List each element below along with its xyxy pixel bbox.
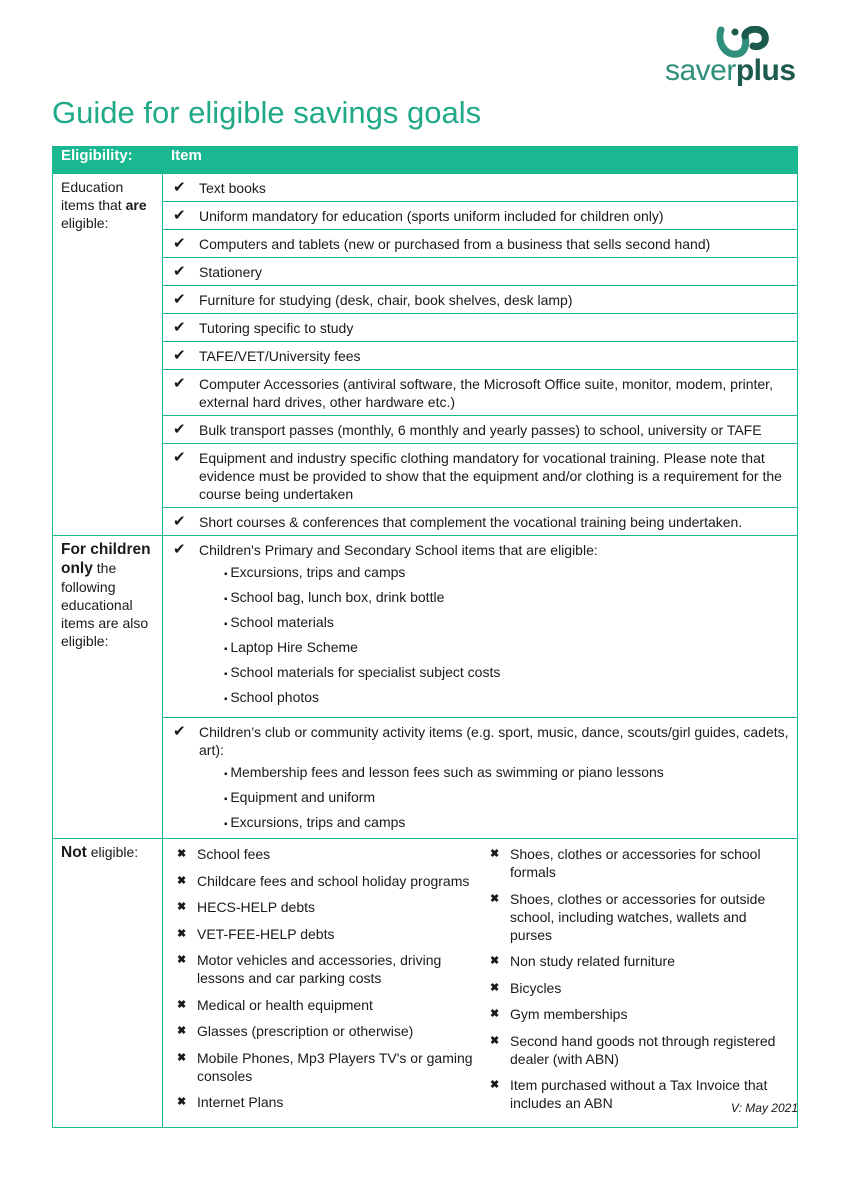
- bullet-text: School materials for specialist subject costs: [230, 664, 501, 680]
- item-wrap: [171, 207, 789, 225]
- not-eligible-item: [490, 890, 789, 944]
- bullet-text: Laptop Hire Scheme: [230, 639, 358, 655]
- label-text: Education items that: [61, 179, 126, 213]
- bullet-icon: ▪: [224, 794, 231, 805]
- item-wrap: [171, 513, 789, 531]
- item-wrap: [171, 375, 789, 411]
- header-eligibility: Eligibility:: [53, 147, 163, 174]
- not-eligible-item: [177, 925, 476, 943]
- cross-icon: ✖: [177, 927, 187, 940]
- logo-wordmark: saverplus: [665, 54, 796, 87]
- table-row: [53, 536, 798, 718]
- not-eligible-item: [177, 1093, 476, 1111]
- item-cell: [163, 508, 798, 536]
- bullet-icon: ▪: [224, 669, 231, 680]
- not-eligible-item: [177, 845, 476, 863]
- check-icon: ✔: [173, 347, 186, 364]
- item-cell: [163, 230, 798, 258]
- cross-icon: ✖: [177, 848, 187, 860]
- not-eligible-item: [177, 996, 476, 1014]
- bullet-item: [224, 763, 789, 784]
- label-text: the following educational items are also eligible:: [61, 560, 149, 649]
- not-eligible-item: [177, 951, 476, 987]
- item-cell: [163, 174, 798, 202]
- eligible-label-cell: [53, 174, 163, 536]
- item-text: Short courses & conferences that complement the vocational training being undertaken.: [199, 514, 743, 530]
- table-row: [53, 416, 798, 444]
- item-text: Mobile Phones, Mp3 Players TV's or gaming consoles: [197, 1049, 473, 1084]
- not-eligible-item: [490, 1005, 789, 1023]
- table-body: [53, 174, 798, 1128]
- item-text: HECS-HELP debts: [197, 899, 316, 915]
- item-text: Computers and tablets (new or purchased from a business that sells second hand): [199, 236, 711, 252]
- label-bold: For children only: [61, 541, 151, 577]
- item-cell: [163, 718, 798, 839]
- item-cell: [163, 416, 798, 444]
- not-eligible-cell: [163, 839, 798, 1128]
- item-cell: [163, 370, 798, 416]
- bullet-text: Equipment and uniform: [230, 789, 376, 805]
- item-text: Bicycles: [510, 979, 562, 996]
- bullet-icon: ▪: [224, 619, 231, 630]
- item-text: Equipment and industry specific clothing mandatory for vocational training. Please note that evidence must be provided to show that the equipment and/or clothing is a requirement for the course being undertaken: [199, 450, 782, 502]
- bullet-item: [224, 813, 789, 834]
- check-icon: ✔: [173, 723, 186, 740]
- item-wrap: [171, 319, 789, 337]
- cross-icon: ✖: [490, 1034, 500, 1047]
- bullet-icon: ▪: [224, 694, 231, 705]
- cross-icon: ✖: [490, 955, 500, 967]
- page-title: Guide for eligible savings goals: [52, 95, 482, 130]
- not-eligible-item: [490, 979, 789, 997]
- item-text: Text books: [199, 180, 266, 196]
- item-text: Furniture for studying (desk, chair, book shelves, desk lamp): [199, 292, 573, 308]
- table-row: [53, 314, 798, 342]
- children-label-cell: [53, 536, 163, 839]
- item-text: Medical or health equipment: [197, 996, 373, 1013]
- item-wrap: [171, 179, 789, 197]
- item-text: Internet Plans: [197, 1094, 284, 1110]
- item-text: Shoes, clothes or accessories for school formals: [510, 846, 761, 880]
- label-text: eligible:: [86, 844, 139, 860]
- check-icon: ✔: [173, 421, 186, 438]
- table-row: [53, 286, 798, 314]
- item-text: VET-FEE-HELP debts: [197, 925, 335, 942]
- check-icon: ✔: [173, 291, 186, 308]
- bullet-list: [224, 763, 789, 834]
- check-icon: ✔: [173, 449, 186, 466]
- cross-icon: ✖: [177, 1096, 187, 1108]
- bullet-item: [224, 613, 789, 634]
- bullet-text: Membership fees and lesson fees such as swimming or piano lessons: [230, 764, 664, 780]
- check-icon: ✔: [173, 319, 186, 336]
- not-eligible-item: [490, 952, 789, 970]
- item-cell: [163, 258, 798, 286]
- bullet-icon: ▪: [224, 819, 231, 830]
- bullet-icon: ▪: [224, 644, 231, 655]
- item-cell: [163, 314, 798, 342]
- version-label: V: May 2021: [730, 1101, 798, 1115]
- item-text: Uniform mandatory for education (sports uniform included for children only): [199, 208, 664, 224]
- check-icon: ✔: [173, 541, 186, 558]
- not-eligible-column: [476, 845, 789, 1121]
- check-icon: ✔: [173, 513, 186, 530]
- not-eligible-item: [490, 1032, 789, 1068]
- cross-icon: ✖: [490, 1079, 500, 1091]
- item-text: Shoes, clothes or accessories for outside school, including watches, wallets and purses: [510, 890, 766, 943]
- not-eligible-item: [490, 845, 789, 881]
- item-text: Bulk transport passes (monthly, 6 monthly and yearly passes) to school, university or TAFE: [199, 422, 762, 438]
- item-wrap: [171, 263, 789, 281]
- table-header-row: [53, 147, 798, 174]
- item-text: Children’s club or community activity items (e.g. sport, music, dance, scouts/girl guides, cadets, art):: [199, 724, 789, 758]
- cross-icon: ✖: [490, 892, 500, 905]
- check-icon: ✔: [173, 179, 186, 196]
- header-item: Item: [163, 147, 798, 174]
- bullet-item: [224, 638, 789, 659]
- label-text: eligible:: [61, 215, 109, 231]
- label-bold: Not: [61, 844, 87, 861]
- item-wrap: [171, 449, 789, 503]
- bullet-text: School materials: [230, 614, 334, 630]
- bullet-text: School photos: [230, 689, 320, 705]
- not-eligible-label-cell: [53, 839, 163, 1128]
- item-text: Motor vehicles and accessories, driving lessons and car parking costs: [197, 952, 442, 986]
- item-text: Stationery: [199, 264, 263, 280]
- cross-icon: ✖: [177, 998, 187, 1011]
- item-cell: [163, 342, 798, 370]
- table-row: [53, 444, 798, 508]
- table-row: [53, 258, 798, 286]
- cross-icon: ✖: [490, 981, 500, 994]
- not-eligible-item: [177, 1022, 476, 1040]
- not-eligible-item: [177, 1049, 476, 1085]
- item-text: Childcare fees and school holiday programs: [197, 872, 470, 889]
- item-text: Tutoring specific to study: [199, 320, 354, 336]
- eligibility-table: [52, 146, 798, 1128]
- item-text: Children's Primary and Secondary School items that are eligible:: [199, 542, 598, 558]
- table-row: [53, 370, 798, 416]
- item-wrap: [171, 235, 789, 253]
- bullet-item: [224, 788, 789, 809]
- item-text: School fees: [197, 846, 271, 862]
- bullet-item: [224, 563, 789, 584]
- item-cell: [163, 536, 798, 718]
- item-wrap: [171, 291, 789, 309]
- cross-icon: ✖: [177, 901, 187, 913]
- item-wrap: [171, 347, 789, 365]
- item-text: Computer Accessories (antiviral software, the Microsoft Office suite, monitor, modem, printer, external hard drives, other hardware etc.): [199, 376, 773, 410]
- table-row: [53, 508, 798, 536]
- item-wrap: [171, 723, 789, 838]
- cross-icon: ✖: [177, 954, 187, 966]
- not-eligible-columns: [163, 839, 797, 1127]
- table-row: [53, 718, 798, 839]
- bullet-item: [224, 688, 789, 709]
- check-icon: ✔: [173, 375, 186, 392]
- item-text: Glasses (prescription or otherwise): [197, 1023, 414, 1039]
- item-cell: [163, 286, 798, 314]
- bullet-text: School bag, lunch box, drink bottle: [230, 589, 445, 605]
- table-row: [53, 174, 798, 202]
- bullet-icon: ▪: [224, 569, 231, 580]
- bullet-item: [224, 588, 789, 609]
- cross-icon: ✖: [177, 1051, 187, 1064]
- saverplus-logo: [665, 26, 800, 92]
- not-eligible-item: [177, 898, 476, 916]
- cross-icon: ✖: [490, 1008, 500, 1020]
- not-eligible-item: [177, 872, 476, 890]
- item-wrap: [171, 541, 789, 713]
- item-cell: [163, 202, 798, 230]
- table-row: [53, 342, 798, 370]
- item-text: Non study related furniture: [510, 953, 675, 969]
- cross-icon: ✖: [177, 1025, 187, 1037]
- bullet-text: Excursions, trips and camps: [230, 564, 406, 580]
- table-row: [53, 202, 798, 230]
- item-text: TAFE/VET/University fees: [199, 348, 361, 364]
- bullet-list: [224, 563, 789, 709]
- bullet-icon: ▪: [224, 594, 231, 605]
- cross-icon: ✖: [177, 874, 187, 887]
- bullet-text: Excursions, trips and camps: [230, 814, 406, 830]
- bullet-icon: ▪: [224, 769, 231, 780]
- item-body: [199, 541, 789, 713]
- bullet-item: [224, 663, 789, 684]
- item-wrap: [171, 421, 789, 439]
- label-bold: are: [125, 197, 147, 213]
- item-body: [199, 723, 789, 838]
- item-text: Item purchased without a Tax Invoice that includes an ABN: [510, 1077, 768, 1111]
- check-icon: ✔: [173, 207, 186, 224]
- check-icon: ✔: [173, 235, 186, 252]
- item-text: Second hand goods not through registered dealer (with ABN): [510, 1032, 776, 1067]
- not-eligible-column: [177, 845, 476, 1121]
- table-row: [53, 839, 798, 1128]
- item-cell: [163, 444, 798, 508]
- table-row: [53, 230, 798, 258]
- check-icon: ✔: [173, 263, 186, 280]
- item-text: Gym memberships: [510, 1006, 628, 1022]
- cross-icon: ✖: [490, 848, 500, 860]
